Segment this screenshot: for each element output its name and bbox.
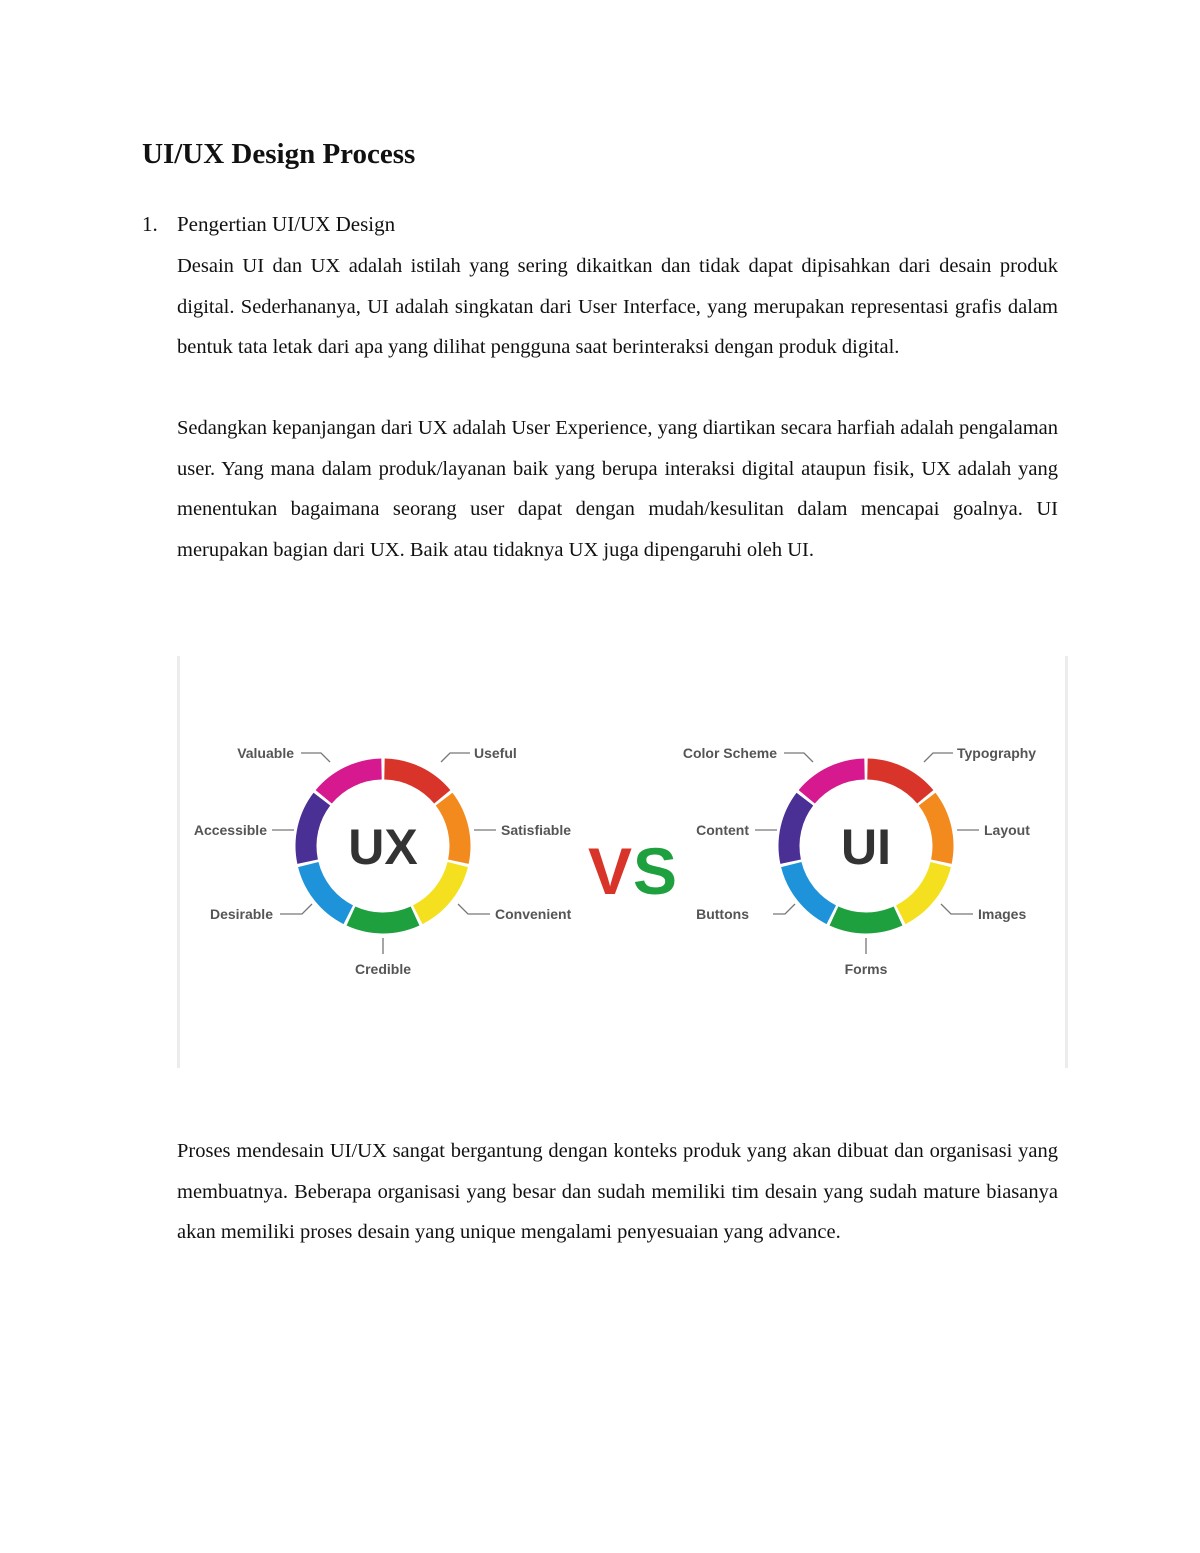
ux-label-valuable: Valuable (237, 745, 294, 761)
ux-leader-convenient (458, 904, 490, 914)
ui-ring-segment-6 (789, 799, 805, 862)
paragraph-ui-definition: Desain UI dan UX adalah istilah yang sering dikaitkan dan tidak dapat dipisahkan dari desain produk digital. Sederhananya, UI adalah singkatan dari User Interface, yang merupakan representasi grafis dalam bentuk tata letak dari apa yang dilihat pengguna saat berinteraksi dengan produk digital. (177, 255, 1058, 359)
ux-ring-segment-7 (324, 769, 382, 797)
ux-label-accessible: Accessible (193, 822, 267, 838)
ui-label-content: Content (696, 822, 749, 838)
ux-label-desirable: Desirable (209, 906, 273, 922)
ui-leader-typography (924, 753, 953, 762)
ux-vs-ui-diagram (180, 656, 1065, 1068)
ux-ring-segment-6 (306, 799, 322, 862)
ui-label-layout: Layout (984, 822, 1030, 838)
ui-ring-segment-7 (807, 769, 865, 797)
page-title: UI/UX Design Process (142, 138, 416, 170)
ui-ring-segment-1 (867, 769, 925, 797)
section-heading: Pengertian UI/UX Design (177, 212, 396, 236)
ux-vs-ui-figure (177, 656, 1068, 1068)
ui-ring-segment-2 (927, 799, 943, 862)
ux-label-satisfiable: Satisfiable (501, 822, 572, 838)
paragraph-design-process: Proses mendesain UI/UX sangat bergantung dengan konteks produk yang akan dibuat dan organisasi yang membuatnya. Beberapa organisasi yang besar dan sudah memiliki tim desain yang sudah mature biasanya akan memiliki proses desain yang unique mengalami penyesuaian yang advance. (177, 1140, 1058, 1244)
ux-ring-segment-4 (351, 916, 415, 923)
ui-label-forms: Forms (844, 961, 888, 977)
ux-ring-segment-2 (444, 799, 460, 862)
ux-center-label: UX (348, 819, 418, 875)
vs-letter-v: V (588, 834, 633, 908)
ui-leader-images (941, 904, 973, 914)
ux-ring-segment-5 (308, 865, 348, 915)
ux-label-convenient: Convenient (495, 906, 572, 922)
ui-label-color-scheme: Color Scheme (682, 745, 777, 761)
ui-label-images: Images (978, 906, 1027, 922)
ui-leader-buttons (773, 904, 795, 914)
ui-label-buttons: Buttons (696, 906, 749, 922)
ux-label-useful: Useful (474, 745, 517, 761)
ux-leader-valuable (301, 753, 330, 762)
ux-leader-desirable (280, 904, 312, 914)
ui-ring-segment-3 (901, 865, 941, 915)
ux-label-credible: Credible (354, 961, 412, 977)
ui-ring-segment-4 (834, 916, 898, 923)
ui-leader-color-scheme (784, 753, 813, 762)
vs-letter-s: S (633, 834, 678, 908)
ui-ring-segment-5 (791, 865, 831, 915)
ui-center-label: UI (841, 819, 891, 875)
paragraph-ux-definition: Sedangkan kepanjangan dari UX adalah User Experience, yang diartikan secara harfiah adalah pengalaman user. Yang mana dalam produk/layanan baik yang berupa interaksi digital ataupun fisik, UX adalah yang menentukan bagaimana seorang user dapat dengan mudah/kesulitan dalam mencapai goalnya. UI merupakan bagian dari UX. Baik atau tidaknya UX juga dipengaruhi oleh UI. (177, 417, 1058, 562)
ux-ring-segment-3 (418, 865, 458, 915)
ux-leader-useful (441, 753, 470, 762)
section-number: 1. (142, 212, 158, 236)
ui-label-typography: Typography (957, 745, 1037, 761)
ux-ring-segment-1 (384, 769, 442, 797)
